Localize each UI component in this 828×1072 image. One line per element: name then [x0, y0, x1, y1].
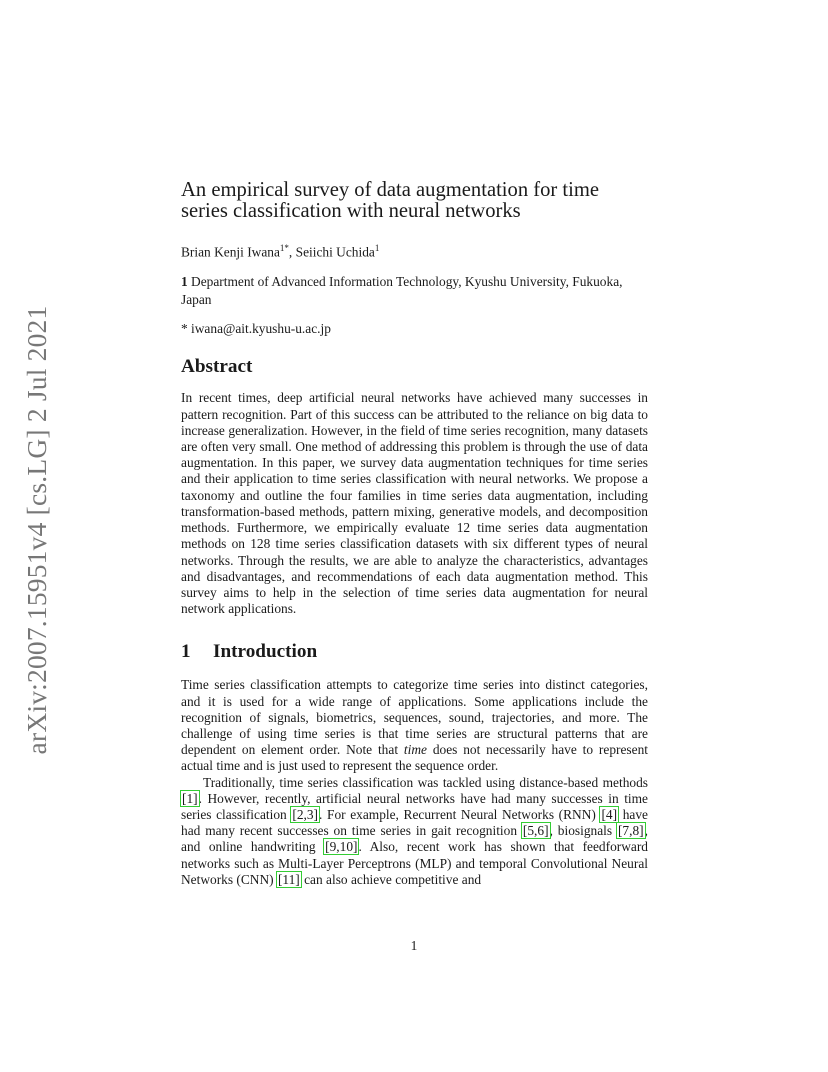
- paragraph-text: can also achieve competitive and: [300, 871, 482, 887]
- paper-title: An empirical survey of data augmentation for time series classification with neural networks: [181, 179, 600, 222]
- paragraph-text: have had many recent successes on time series in gait recognition: [181, 806, 648, 839]
- arxiv-identifier-text: arXiv:2007.15951v4 [cs.LG] 2 Jul 2021: [21, 305, 52, 755]
- paragraph-text: . However, recently, artificial neural networks have had many successes in time series classification: [181, 790, 648, 822]
- intro-paragraph-2: [181, 775, 648, 888]
- citation-link[interactable]: [2,3]: [292, 806, 319, 822]
- author-name: Brian Kenji Iwana: [181, 244, 280, 260]
- affiliation: [181, 273, 648, 308]
- citation-link[interactable]: [1]: [182, 790, 198, 806]
- page-number: 1: [410, 938, 418, 953]
- paragraph-text: . Also, recent work has shown that feedforward networks such as Multi-Layer Perceptrons (MLP) and temporal Convolutional Neural Networks (CNN): [181, 839, 649, 887]
- affiliation-text: Department of Advanced Information Technology, Kyushu University, Fukuoka, Japan: [181, 274, 623, 307]
- paragraph-text: Traditionally, time series classification was tackled using distance-based methods: [203, 774, 648, 790]
- emphasis-text: time: [403, 742, 427, 758]
- corresponding-email: * iwana@ait.kyushu-u.ac.jp: [181, 321, 331, 337]
- citation-link[interactable]: [5,6]: [522, 823, 549, 839]
- section-number: 1: [181, 641, 191, 663]
- author-list: [181, 243, 648, 260]
- citation-link[interactable]: [11]: [277, 871, 300, 887]
- affiliation-number: 1: [181, 274, 188, 290]
- arxiv-identifier-stamp: [12, 300, 62, 760]
- section-heading-introduction: [181, 641, 648, 663]
- paper-body: [181, 180, 648, 888]
- author-affiliation-mark: 1: [374, 243, 380, 253]
- section-title: Introduction: [213, 641, 318, 663]
- author-name: Seiichi Uchida: [295, 244, 375, 260]
- citation-link[interactable]: [4]: [601, 806, 618, 822]
- paragraph-text: , biosignals: [549, 823, 617, 839]
- citation-link[interactable]: [7,8]: [617, 823, 644, 839]
- citation-link[interactable]: [9,10]: [325, 839, 358, 855]
- paragraph-text: , and online handwriting: [181, 823, 648, 855]
- paragraph-text: . For example, Recurrent Neural Networks (RNN): [319, 806, 601, 822]
- paragraph-text: Time series classification attempts to categorize time series into distinct categories, and it is used for a wide range of applications. Some applications include the recognition of signals, biometrics, sequences, sound, trajectories, and more. The challenge of using time series is that time series are structural patterns that are dependent on element order. Note that: [181, 677, 648, 758]
- author-separator: ,: [288, 244, 296, 260]
- abstract-heading: Abstract: [181, 356, 253, 378]
- paragraph-text: does not necessarily have to represent actual time and is just used to represent the sequence order.: [181, 742, 649, 774]
- author-affiliation-mark: 1*: [279, 243, 289, 253]
- abstract-text: In recent times, deep artificial neural networks have achieved many successes in pattern recognition. Part of this success can be attributed to the reliance on big data to increase generalization. However, in the field of time series recognition, many datasets are often very small. One method of addressing this problem is through the use of data augmentation. In this paper, we survey data augmentation techniques for time series and their application to time series classification with neural networks. We propose a taxonomy and outline the four families in time series data augmentation, including transformation-based methods, pattern mixing, generative models, and decomposition methods. Furthermore, we empirically evaluate 12 time series data augmentation methods on 128 time series classification datasets with six different types of neural networks. Through the results, we are able to analyze the characteristics, advantages and disadvantages, and recommendations of each data augmentation method. This survey aims to help in the selection of time series data augmentation for neural network applications.: [181, 390, 648, 617]
- intro-paragraph-1: [181, 677, 648, 774]
